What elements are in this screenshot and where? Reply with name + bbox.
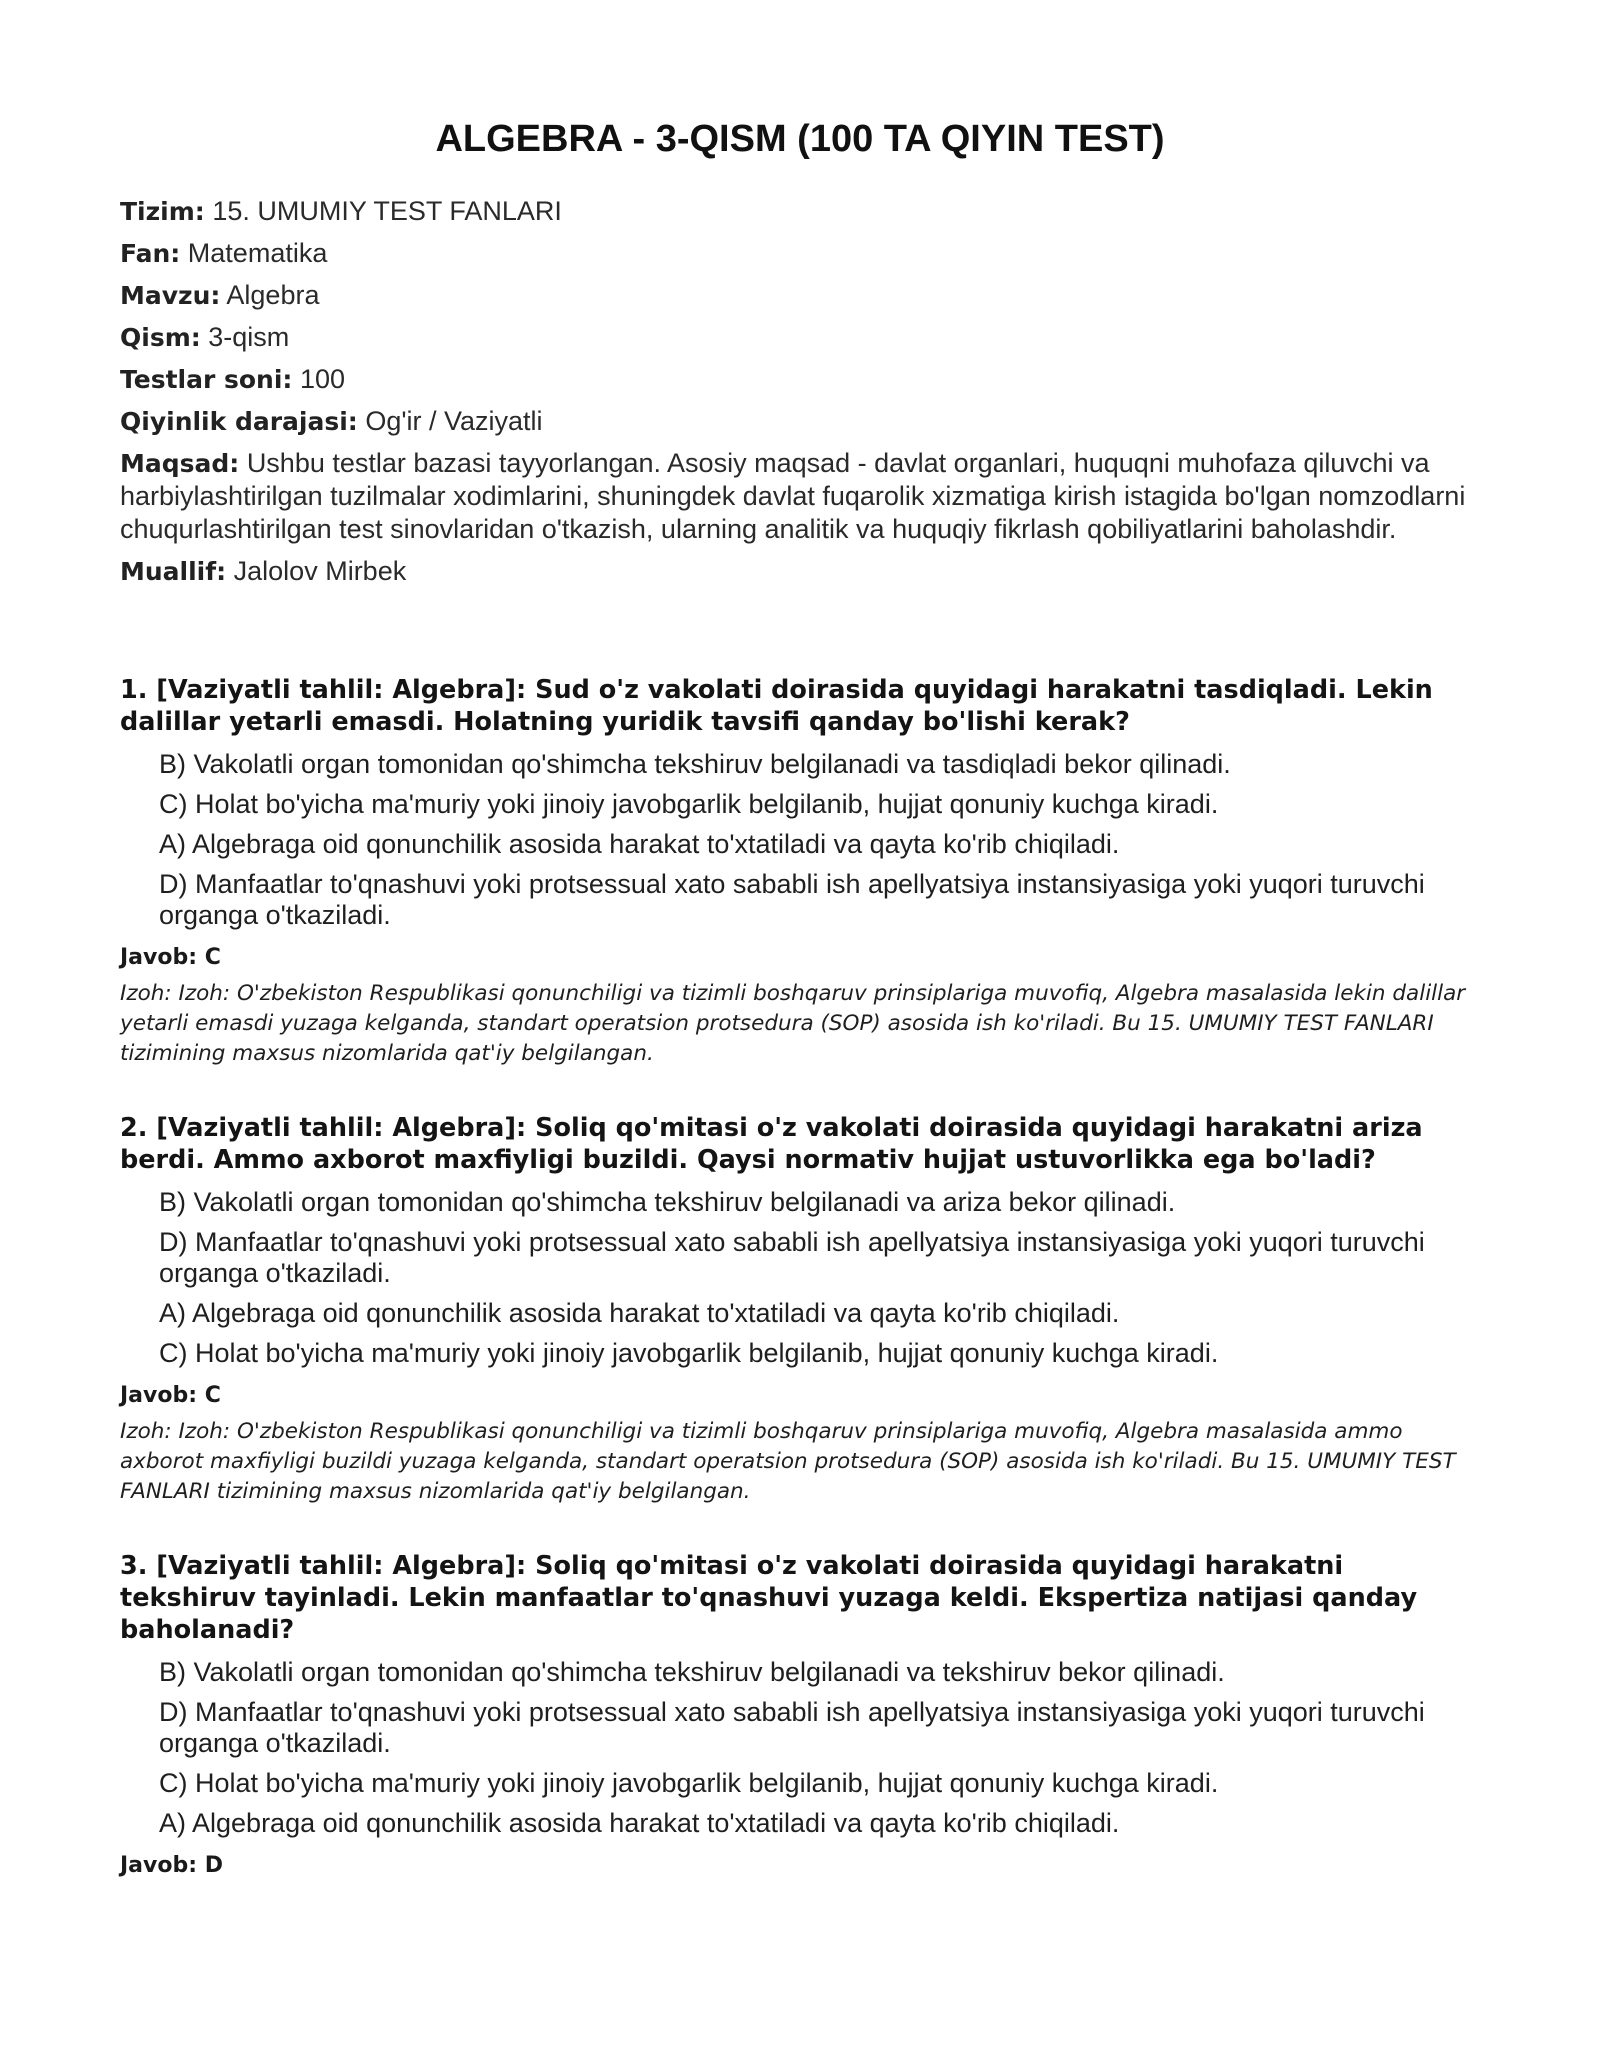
question-heading: 3. [Vaziyatli tahlil: Algebra]: Soliq qo'mitasi o'z vakolati doirasida quyidagi harakatni tekshiruv tayinladi. Lekin manfaatlar to'qnashuvi yuzaga keldi. Ekspertiza natijasi qanday baholanadi?: [120, 1551, 1418, 1645]
meta-label: Tizim:: [120, 197, 205, 226]
answer-option: B) Vakolatli organ tomonidan qo'shimcha tekshiruv belgilanadi va tekshiruv bekor qilinadi.: [159, 1657, 1225, 1687]
metadata-block: [120, 195, 1480, 588]
question-heading: 2. [Vaziyatli tahlil: Algebra]: Soliq qo'mitasi o'z vakolati doirasida quyidagi harakatni ariza berdi. Ammo axborot maxfiyligi buzildi. Qaysi normativ hujjat ustuvorlikka ega bo'ladi?: [120, 1113, 1423, 1175]
meta-row-fan: [120, 237, 1480, 270]
meta-value: Algebra: [226, 280, 320, 310]
question-item: [120, 674, 1480, 1069]
answer-option: C) Holat bo'yicha ma'muriy yoki jinoiy javobgarlik belgilanib, hujjat qonuniy kuchga kiradi.: [159, 789, 1219, 819]
answer-option: C) Holat bo'yicha ma'muriy yoki jinoiy javobgarlik belgilanib, hujjat qonuniy kuchga kiradi.: [159, 1338, 1219, 1368]
meta-label: Mavzu:: [120, 281, 221, 310]
answer-option: D) Manfaatlar to'qnashuvi yoki protsessual xato sababli ish apellyatsiya instansiyasiga yoki yuqori turuvchi organga o'tkaziladi.: [159, 1697, 1425, 1758]
meta-label: Maqsad:: [120, 449, 240, 478]
answer-option: C) Holat bo'yicha ma'muriy yoki jinoiy javobgarlik belgilanib, hujjat qonuniy kuchga kiradi.: [159, 1768, 1219, 1798]
meta-row-qiyinlik: [120, 405, 1480, 438]
meta-row-qism: [120, 321, 1480, 354]
meta-label: Testlar soni:: [120, 365, 293, 394]
answer-explanation: Izoh: Izoh: O'zbekiston Respublikasi qonunchiligi va tizimli boshqaruv prinsiplariga muvofiq, Algebra masalasida lekin dalillar yetarli emasdi yuzaga kelganda, standart operatsion protsedura (SOP) asosida ish ko'riladi. Bu 15. UMUMIY TEST FANLARI tizimining maxsus nizomlarida qat'iy belgilangan.: [120, 981, 1466, 1066]
answer-option: D) Manfaatlar to'qnashuvi yoki protsessual xato sababli ish apellyatsiya instansiyasiga yoki yuqori turuvchi organga o'tkaziladi.: [159, 869, 1425, 930]
meta-label: Fan:: [120, 239, 181, 268]
meta-value: 15. UMUMIY TEST FANLARI: [212, 196, 562, 226]
meta-value: 3-qism: [208, 322, 290, 352]
answer-option: A) Algebraga oid qonunchilik asosida harakat to'xtatiladi va qayta ko'rib chiqiladi.: [159, 829, 1120, 859]
meta-value: Og'ir / Vaziyatli: [365, 406, 543, 436]
meta-row-testlar-soni: [120, 363, 1480, 396]
question-heading: 1. [Vaziyatli tahlil: Algebra]: Sud o'z vakolati doirasida quyidagi harakatni tasdiqladi. Lekin dalillar yetarli emasdi. Holatning yuridik tavsifi qanday bo'lishi kerak?: [120, 675, 1433, 737]
answer-option: A) Algebraga oid qonunchilik asosida harakat to'xtatiladi va qayta ko'rib chiqiladi.: [159, 1808, 1120, 1838]
question-item: [120, 1550, 1480, 1878]
correct-answer: Javob: C: [120, 945, 221, 970]
correct-answer: Javob: C: [120, 1383, 221, 1408]
meta-value: Matematika: [187, 238, 328, 268]
meta-value: Ushbu testlar bazasi tayyorlangan. Asosiy maqsad - davlat organlari, huquqni muhofaza qiluvchi va harbiylashtirilgan tuzilmalar xodimlarini, shuningdek davlat fuqarolik xizmatiga kirish istagida bo'lgan nomzodlarni chuqurlashtirilgan test sinovlaridan o'tkazish, ularning analitik va huquqiy fikrlash qobiliyatlarini baholashdir.: [120, 448, 1466, 544]
meta-label: Qism:: [120, 323, 201, 352]
meta-row-muallif: [120, 555, 1480, 588]
meta-row-maqsad: [120, 447, 1480, 546]
answer-explanation: Izoh: Izoh: O'zbekiston Respublikasi qonunchiligi va tizimli boshqaruv prinsiplariga muvofiq, Algebra masalasida ammo axborot maxfiyligi buzildi yuzaga kelganda, standart operatsion protsedura (SOP) asosida ish ko'riladi. Bu 15. UMUMIY TEST FANLARI tizimining maxsus nizomlarida qat'iy belgilangan.: [120, 1419, 1456, 1504]
answer-option: A) Algebraga oid qonunchilik asosida harakat to'xtatiladi va qayta ko'rib chiqiladi.: [159, 1298, 1120, 1328]
answer-option: B) Vakolatli organ tomonidan qo'shimcha tekshiruv belgilanadi va ariza bekor qilinadi.: [159, 1187, 1176, 1217]
answer-option: B) Vakolatli organ tomonidan qo'shimcha tekshiruv belgilanadi va tasdiqladi bekor qilinadi.: [159, 749, 1231, 779]
correct-answer: Javob: D: [120, 1853, 223, 1878]
meta-label: Qiyinlik darajasi:: [120, 407, 358, 436]
question-item: [120, 1112, 1480, 1507]
meta-value: 100: [299, 364, 345, 394]
meta-value: Jalolov Mirbek: [233, 556, 407, 586]
answer-option: D) Manfaatlar to'qnashuvi yoki protsessual xato sababli ish apellyatsiya instansiyasiga yoki yuqori turuvchi organga o'tkaziladi.: [159, 1227, 1425, 1288]
page-title: ALGEBRA - 3-QISM (100 TA QIYIN TEST): [435, 118, 1165, 160]
questions-list: [120, 674, 1480, 1878]
meta-label: Muallif:: [120, 557, 227, 586]
meta-row-mavzu: [120, 279, 1480, 312]
meta-row-tizim: [120, 195, 1480, 228]
